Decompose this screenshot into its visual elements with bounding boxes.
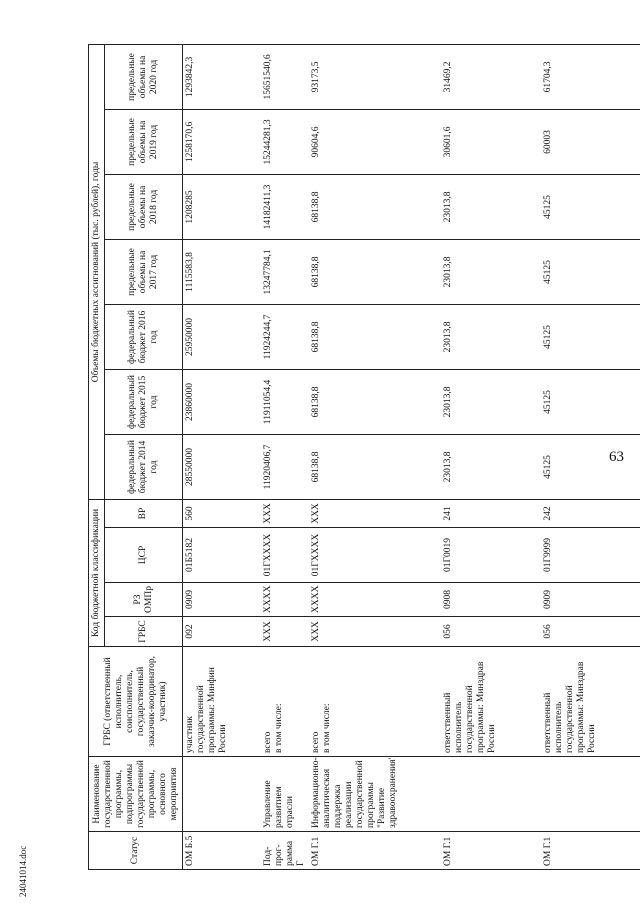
cell-value-0: 45125 — [541, 434, 640, 499]
cell-csr: 01Б5182 — [183, 528, 261, 583]
cell-role: ответственный исполнитель государственной программы: Минздрав России — [541, 647, 640, 757]
header-grbs: ГРБС — [105, 617, 183, 647]
cell-value-1: 23013,8 — [441, 369, 541, 434]
cell-csr: 01Г0019 — [441, 528, 541, 583]
cell-vr: 241 — [441, 499, 541, 527]
header-year-2014: федеральный бюджет 2014 год — [105, 434, 183, 499]
header-year-2016: федеральный бюджет 2016 год — [105, 304, 183, 369]
document-filename: 24041014.doc — [18, 845, 28, 897]
cell-value-1: 45125 — [541, 369, 640, 434]
table-row — [441, 44, 541, 869]
table-row — [183, 44, 261, 869]
cell-csr: 01ГXXXX — [309, 528, 441, 583]
cell-value-6: 61704,3 — [541, 44, 640, 109]
cell-vr: 560 — [183, 499, 261, 527]
cell-value-5: 15244281,3 — [261, 109, 309, 174]
cell-rz: 0909 — [541, 583, 640, 617]
cell-value-3: 13247784,1 — [261, 239, 309, 304]
cell-value-0: 11920406,7 — [261, 434, 309, 499]
cell-value-1: 11911054,4 — [261, 369, 309, 434]
table-row — [309, 44, 441, 869]
cell-name — [183, 757, 261, 832]
cell-grbs: 056 — [541, 617, 640, 647]
header-year-2017: предельные объемы на 2017 год — [105, 239, 183, 304]
cell-value-3: 23013,8 — [441, 239, 541, 304]
cell-value-1: 23860000 — [183, 369, 261, 434]
cell-value-6: 31469,2 — [441, 44, 541, 109]
cell-value-4: 14182411,3 — [261, 174, 309, 239]
cell-value-5: 90604,6 — [309, 109, 441, 174]
cell-name — [441, 757, 541, 832]
table-row — [541, 44, 640, 869]
cell-value-0: 28550000 — [183, 434, 261, 499]
cell-role: всего в том числе: — [261, 647, 309, 757]
header-rz: РЗ ОМПр — [105, 583, 183, 617]
cell-csr: 01Г9999 — [541, 528, 640, 583]
cell-vr: XXX — [261, 499, 309, 527]
cell-value-4: 1208285 — [183, 174, 261, 239]
cell-value-5: 30601,6 — [441, 109, 541, 174]
budget-table — [88, 44, 640, 870]
cell-value-6: 1293842,3 — [183, 44, 261, 109]
cell-value-2: 25950000 — [183, 304, 261, 369]
header-name: Наименование государственной программы, подпрограммы государственной программы, основного мероприятия — [89, 757, 183, 832]
header-year-2019: предельные объемы на 2019 год — [105, 109, 183, 174]
cell-value-4: 68138,8 — [309, 174, 441, 239]
cell-value-4: 23013,8 — [441, 174, 541, 239]
cell-grbs: 056 — [441, 617, 541, 647]
cell-value-1: 68138,8 — [309, 369, 441, 434]
cell-vr: XXX — [309, 499, 441, 527]
cell-value-3: 68138,8 — [309, 239, 441, 304]
page-number: 63 — [609, 449, 624, 465]
cell-value-0: 68138,8 — [309, 434, 441, 499]
header-csr: ЦСР — [105, 528, 183, 583]
cell-value-4: 45125 — [541, 174, 640, 239]
cell-status: Под-прог-рамма Г — [261, 832, 309, 870]
table-row — [261, 44, 309, 869]
cell-status: ОМ Г.1 — [541, 832, 640, 870]
cell-value-0: 23013,8 — [441, 434, 541, 499]
cell-value-5: 60003 — [541, 109, 640, 174]
cell-rz: XXXX — [309, 583, 441, 617]
cell-value-3: 45125 — [541, 239, 640, 304]
cell-value-2: 23013,8 — [441, 304, 541, 369]
cell-value-6: 93173,5 — [309, 44, 441, 109]
header-year-2015: федеральный бюджет 2015 год — [105, 369, 183, 434]
cell-grbs: 092 — [183, 617, 261, 647]
header-grbs-role: ГРБС (ответственный исполнитель, соисполнитель, государственный заказчик-координатор, участник) — [89, 647, 183, 757]
cell-role: ответственный исполнитель государственной программы: Минздрав России — [441, 647, 541, 757]
cell-value-2: 68138,8 — [309, 304, 441, 369]
cell-value-3: 1115583,8 — [183, 239, 261, 304]
cell-role: участник государственной программы: Минфин России — [183, 647, 261, 757]
cell-grbs: XXX — [309, 617, 441, 647]
header-status: Статус — [89, 832, 183, 870]
header-year-2018: предельные объемы на 2018 год — [105, 174, 183, 239]
cell-name: Информационно-аналитическая поддержка реализации государственной программы "Развитие здравоохранения" — [309, 757, 441, 832]
header-vr: ВР — [105, 499, 183, 527]
cell-csr: 01ГXXXX — [261, 528, 309, 583]
cell-value-2: 45125 — [541, 304, 640, 369]
cell-role: всего в том числе: — [309, 647, 441, 757]
table-body — [183, 44, 640, 869]
cell-name — [541, 757, 640, 832]
cell-vr: 242 — [541, 499, 640, 527]
header-code-group: Код бюджетной классификации — [89, 499, 105, 646]
header-year-2020: предельные объемы на 2020 год — [105, 44, 183, 109]
cell-grbs: XXX — [261, 617, 309, 647]
cell-value-6: 15651540,6 — [261, 44, 309, 109]
cell-rz: 0908 — [441, 583, 541, 617]
cell-status: ОМ Г.1 — [441, 832, 541, 870]
cell-value-2: 11924244,7 — [261, 304, 309, 369]
cell-rz: 0909 — [183, 583, 261, 617]
cell-status: ОМ Г.1 — [309, 832, 441, 870]
header-volume-group: Объемы бюджетных ассигнований (тыс. рублей), годы — [89, 44, 105, 499]
cell-value-5: 1258170,6 — [183, 109, 261, 174]
cell-rz: XXXX — [261, 583, 309, 617]
cell-status: ОМ Б.5 — [183, 832, 261, 870]
cell-name: Управление развитием отрасли — [261, 757, 309, 832]
